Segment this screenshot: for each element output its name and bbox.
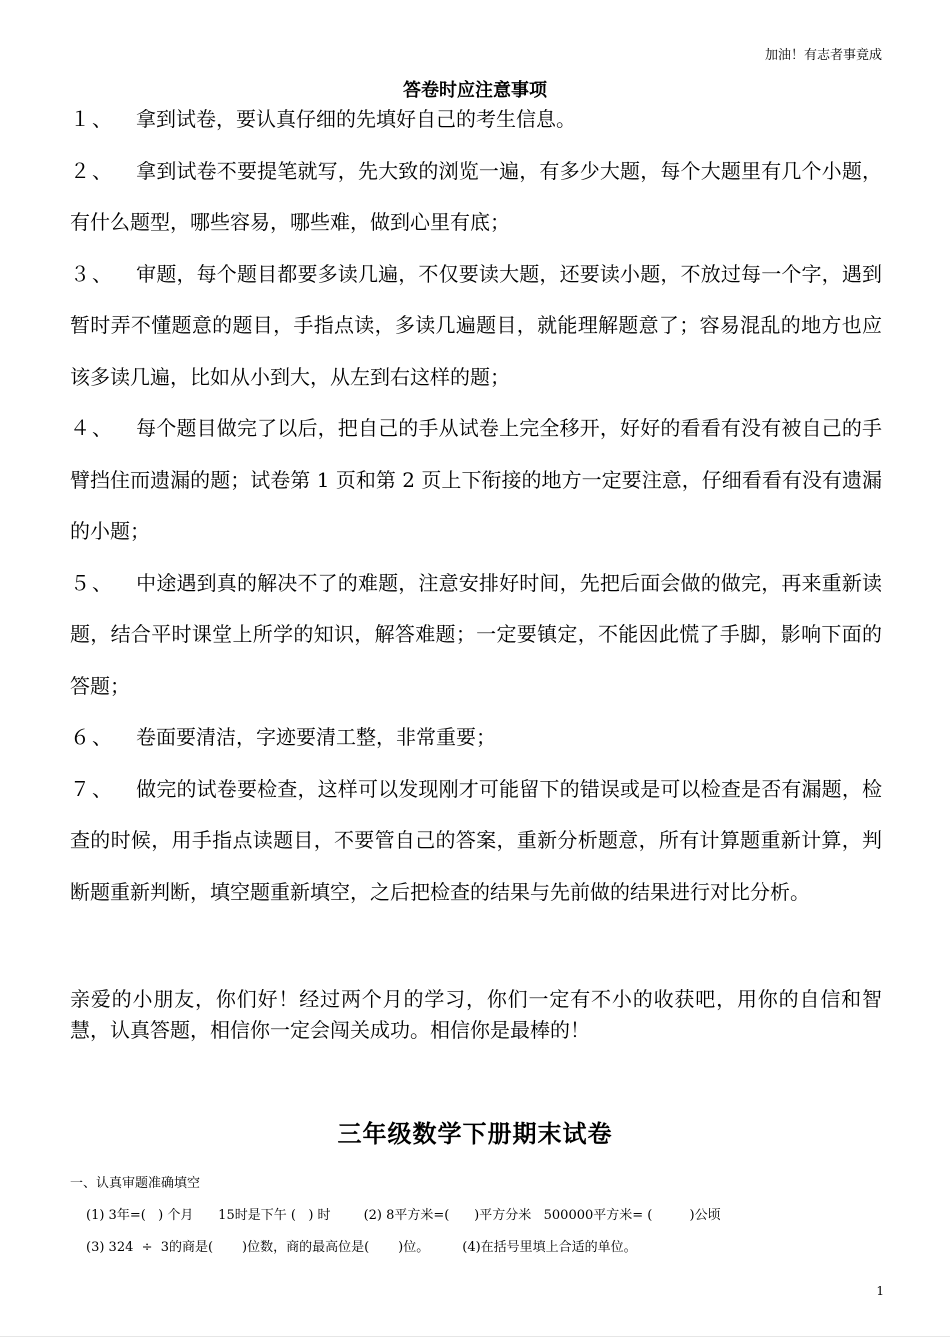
greeting-paragraph: 亲爱的小朋友，你们好！经过两个月的学习，你们一定有不小的收获吧，用你的自信和智慧，认真答题，相信你一定会闯关成功。相信你是最棒的！ bbox=[70, 987, 882, 1042]
note-number: ３、 bbox=[70, 261, 114, 286]
note-item bbox=[70, 403, 882, 558]
note-text: 拿到试卷不要提笔就写，先大致的浏览一遍，有多少大题，每个大题里有几个小题，有什么题型，哪些容易，哪些难，做到心里有底； bbox=[70, 158, 882, 234]
note-item bbox=[70, 764, 882, 919]
note-text: 中途遇到真的解决不了的难题，注意安排好时间，先把后面会做的做完，再来重新读题，结合平时课堂上所学的知识，解答难题；一定要镇定，不能因此慌了手脚，影响下面的答题； bbox=[70, 570, 882, 698]
page-divider bbox=[0, 1336, 950, 1337]
note-text: 拿到试卷，要认真仔细的先填好自己的考生信息。 bbox=[136, 107, 576, 131]
note-item bbox=[70, 712, 882, 764]
note-item bbox=[70, 558, 882, 713]
note-number: １、 bbox=[70, 107, 114, 131]
section-heading: 一、认真审题准确填空 bbox=[70, 1176, 201, 1191]
question-line: (3) 324 ÷ 3的商是( )位数，商的最高位是( )位。 (4)在括号里填上合适的单位。 bbox=[86, 1240, 637, 1255]
note-number: ６、 bbox=[70, 725, 114, 749]
question-line: (1) 3年=( ) 个月 15时是下午 ( ) 时 (2) 8平方米=( )平方分米 500000平方米= ( )公顷 bbox=[86, 1208, 721, 1223]
note-text: 每个题目做完了以后，把自己的手从试卷上完全移开，好好的看看有没有被自己的手臂挡住而遗漏的题；试卷第 1 页和第 2 页上下衔接的地方一定要注意，仔细看看有没有遗漏的小题； bbox=[70, 416, 882, 543]
note-number: ４、 bbox=[70, 416, 114, 440]
note-item bbox=[70, 94, 882, 146]
note-item bbox=[70, 249, 882, 404]
note-text: 卷面要清洁，字迹要清工整，非常重要； bbox=[136, 725, 496, 749]
note-item bbox=[70, 146, 882, 249]
page-number: 1 bbox=[876, 1284, 884, 1298]
header-motto: 加油！有志者事竟成 bbox=[764, 48, 882, 63]
notes-list bbox=[70, 94, 882, 918]
note-number: ７、 bbox=[70, 776, 114, 801]
notes-title: 答卷时应注意事项 bbox=[403, 80, 547, 101]
exam-title: 三年级数学下册期末试卷 bbox=[337, 1119, 613, 1148]
note-text: 做完的试卷要检查，这样可以发现刚才可能留下的错误或是可以检查是否有漏题，检查的时候，用手指点读题目，不要管自己的答案，重新分析题意，所有计算题重新计算，判断题重新判断，填空题重新填空，之后把检查的结果与先前做的结果进行对比分析。 bbox=[70, 776, 882, 904]
note-number: ２、 bbox=[70, 158, 114, 183]
note-number: ５、 bbox=[70, 570, 114, 595]
note-text: 审题，每个题目都要多读几遍，不仅要读大题，还要读小题，不放过每一个字，遇到暂时弄不懂题意的题目，手指点读，多读几遍题目，就能理解题意了；容易混乱的地方也应该多读几遍，比如从小到大，从左到右这样的题； bbox=[70, 261, 882, 389]
